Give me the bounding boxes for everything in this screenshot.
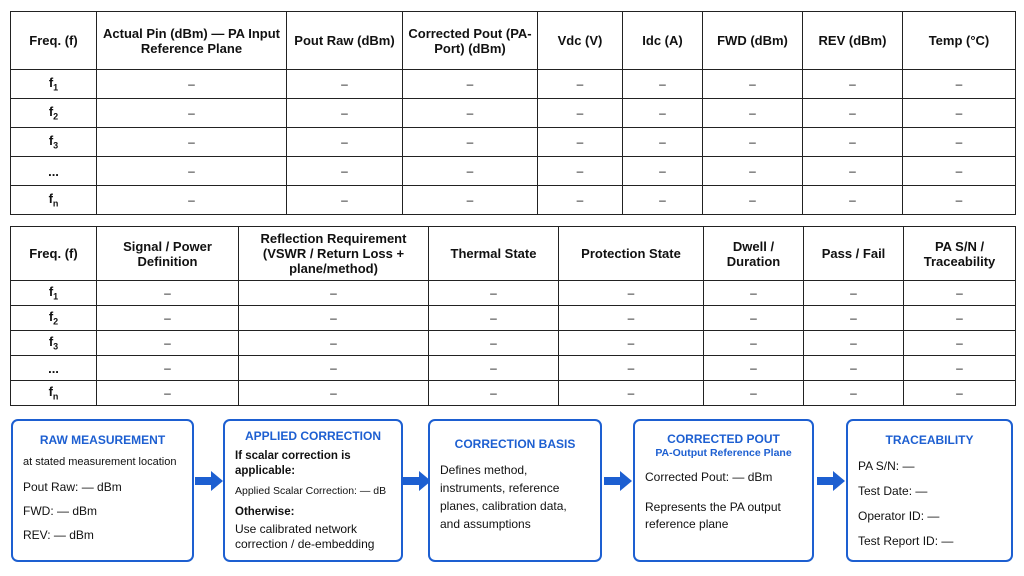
table-cell: – [804,331,904,356]
table-cell: – [903,128,1016,157]
table-cell: – [704,281,804,306]
table-cell: – [703,99,803,128]
col-header-idc: Idc (A) [623,12,703,70]
table-cell: – [97,356,239,381]
col-header-freq: Freq. (f) [11,12,97,70]
col-header-signal-power: Signal / Power Definition [97,227,239,281]
fwd-text: FWD: — dBm [23,504,97,518]
table-row [11,157,1016,186]
freq-cell [11,70,97,99]
table-cell: – [239,356,429,381]
freq-subscript: 1 [53,82,59,93]
freq-label: f [48,133,54,149]
table-cell: – [538,70,623,99]
table-cell: – [559,331,704,356]
table-cell: – [429,281,559,306]
table-cell: – [538,128,623,157]
freq-cell [11,381,97,406]
freq-cell [11,128,97,157]
table-cell: – [239,381,429,406]
table-row [11,99,1016,128]
freq-subscript: n [52,391,59,402]
freq-cell [11,281,97,306]
table-cell: – [703,186,803,215]
table-cell: – [429,331,559,356]
traceability-box [846,419,1013,562]
test-date-text: Test Date: — [858,484,928,498]
table-cell: – [623,157,703,186]
freq-label: f [48,384,53,400]
raw-location-text: at stated measurement location [23,456,177,468]
table-cell: – [287,99,403,128]
col-header-dwell: Dwell / Duration [704,227,804,281]
table-cell: – [903,157,1016,186]
table-cell: – [239,281,429,306]
freq-label: f [48,309,54,325]
freq-label: f [48,104,54,120]
table-cell: – [904,331,1016,356]
pout-raw-text: Pout Raw: — dBm [23,480,122,494]
table-cell: – [403,99,538,128]
table-cell: – [623,186,703,215]
table-row [11,306,1016,331]
table-cell: – [559,281,704,306]
freq-subscript: 1 [53,291,59,302]
table-cell: – [803,70,903,99]
otherwise-label: Otherwise: [235,506,295,518]
table-cell: – [904,306,1016,331]
col-header-vdc: Vdc (V) [538,12,623,70]
col-header-temp: Temp (°C) [903,12,1016,70]
table-cell: – [239,306,429,331]
corrected-pout-value: Corrected Pout: — dBm [645,470,773,484]
table-cell: – [97,186,287,215]
col-header-thermal-state: Thermal State [429,227,559,281]
arrow-right-icon [403,470,431,492]
table-row [11,128,1016,157]
table-cell: – [97,157,287,186]
traceability-title: TRACEABILITY [885,433,974,447]
table-cell: – [904,356,1016,381]
table-cell: – [403,186,538,215]
table-cell: – [559,381,704,406]
table-cell: – [97,128,287,157]
raw-measurement-title: RAW MEASUREMENT [39,433,166,447]
col-header-reflection: Reflection Requirement (VSWR / Return Loss + plane/method) [239,227,429,281]
table-row [11,331,1016,356]
table-cell: – [904,381,1016,406]
table-cell: – [804,281,904,306]
table-cell: – [704,331,804,356]
table-cell: – [97,331,239,356]
table-cell: – [403,128,538,157]
operator-id-text: Operator ID: — [858,509,940,523]
table-cell: – [903,70,1016,99]
col-header-pout-raw: Pout Raw (dBm) [287,12,403,70]
arrow-right-icon [817,470,845,492]
table-cell: – [538,99,623,128]
col-header-traceability: PA S/N / Traceability [904,227,1016,281]
correction-basis-box [428,419,602,562]
applied-correction-box [223,419,403,562]
freq-subscript: 2 [53,111,59,122]
col-header-fwd: FWD (dBm) [703,12,803,70]
table-cell: – [804,381,904,406]
table-cell: – [559,356,704,381]
col-header-freq: Freq. (f) [11,227,97,281]
table-cell: – [538,186,623,215]
table-cell: – [287,186,403,215]
table-cell: – [287,70,403,99]
corrected-pout-title: CORRECTED POUT [667,432,780,446]
table-row [11,186,1016,215]
freq-cell [11,186,97,215]
table-row [11,281,1016,306]
table-cell: – [623,128,703,157]
corrected-pout-note: Represents the PA output reference plane [645,500,781,531]
freq-cell [11,356,97,381]
table-header-row [11,12,1016,70]
freq-subscript: 3 [53,341,59,352]
table-cell: – [704,356,804,381]
applied-scalar-text: Applied Scalar Correction: — dB [235,485,387,497]
freq-label: ... [48,163,59,179]
arrow-right-icon [195,470,223,492]
applied-correction-title: APPLIED CORRECTION [244,429,381,443]
table-cell: – [97,70,287,99]
table-cell: – [903,186,1016,215]
freq-subscript: 2 [53,316,59,327]
table-cell: – [803,186,903,215]
table-cell: – [559,306,704,331]
table-cell: – [403,70,538,99]
col-header-actual-pin: Actual Pin (dBm) — PA Input Reference Plane [97,12,287,70]
pa-sn-text: PA S/N: — [858,459,915,473]
table-cell: – [538,157,623,186]
freq-label: f [48,75,54,91]
table-cell: – [804,306,904,331]
table-cell: – [97,281,239,306]
table-cell: – [704,381,804,406]
freq-label: f [48,284,54,300]
freq-cell [11,157,97,186]
freq-cell [11,99,97,128]
arrow-right-icon [604,470,632,492]
freq-label: ... [48,360,59,376]
table-cell: – [703,157,803,186]
table-row [11,70,1016,99]
freq-cell [11,306,97,331]
table-cell: – [623,99,703,128]
test-report-id-text: Test Report ID: — [858,534,954,548]
corrected-pout-subtitle: PA-Output Reference Plane [655,447,792,459]
scalar-condition-text: If scalar correction is applicable: [235,450,351,477]
table-cell: – [804,356,904,381]
freq-label: f [48,191,53,207]
col-header-protection-state: Protection State [559,227,704,281]
table-cell: – [703,128,803,157]
freq-cell [11,331,97,356]
table-cell: – [97,306,239,331]
table-cell: – [97,381,239,406]
table-cell: – [429,381,559,406]
freq-label: f [48,334,54,350]
table-cell: – [287,128,403,157]
correction-basis-title: CORRECTION BASIS [454,437,576,451]
col-header-rev: REV (dBm) [803,12,903,70]
test-conditions-table [10,226,1016,406]
measurement-table [10,11,1016,215]
table-cell: – [239,331,429,356]
col-header-corrected-pout: Corrected Pout (PA-Port) (dBm) [403,12,538,70]
table-cell: – [703,70,803,99]
table-cell: – [623,70,703,99]
table-cell: – [904,281,1016,306]
table-cell: – [287,157,403,186]
network-correction-text: Use calibrated network correction / de-embedding [235,522,375,551]
table-cell: – [903,99,1016,128]
corrected-pout-box [633,419,814,562]
table-cell: – [803,99,903,128]
table-cell: – [429,306,559,331]
table-cell: – [803,128,903,157]
table-cell: – [704,306,804,331]
table-header-row [11,227,1016,281]
correction-basis-text: Defines method, instruments, reference planes, calibration data, and assumptions [440,463,567,531]
table-cell: – [97,99,287,128]
rev-text: REV: — dBm [23,528,94,542]
table-cell: – [803,157,903,186]
table-row [11,381,1016,406]
freq-subscript: 3 [53,140,59,151]
table-row [11,356,1016,381]
col-header-pass-fail: Pass / Fail [804,227,904,281]
table-cell: – [403,157,538,186]
raw-measurement-box [11,419,194,562]
table-cell: – [429,356,559,381]
freq-subscript: n [52,198,59,209]
